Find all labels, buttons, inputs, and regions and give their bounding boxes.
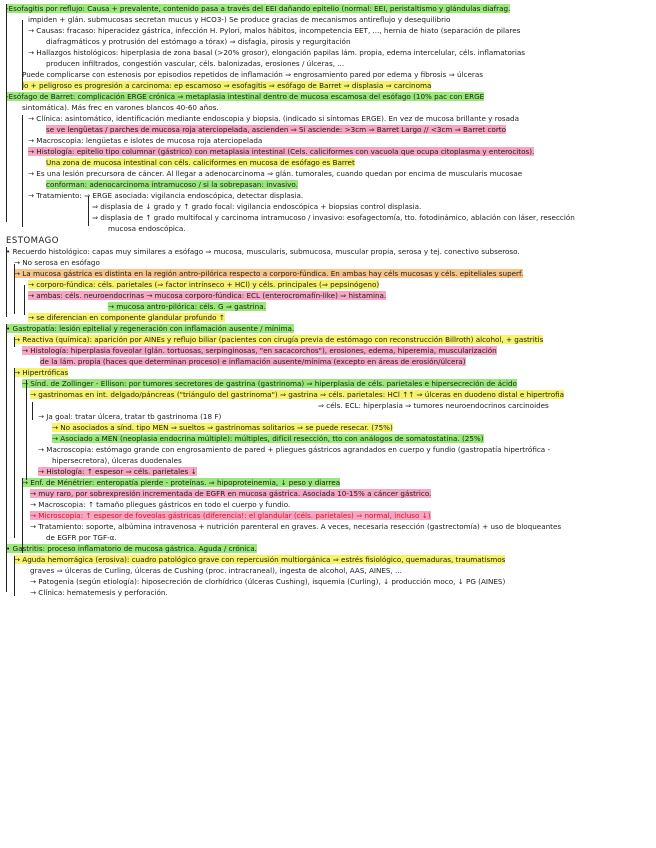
bracket-line [24, 285, 25, 315]
note-text: → Macroscopia: ↑ tamaño pliegues gástricos en todo el cuerpo y fundio. [30, 500, 291, 509]
note-text: -Esófago de Barret: complicación ERGE crónica ⇒ metaplasia intestinal dentro de mucosa escamosa del esófago (10% pac con ERGE [6, 92, 485, 101]
bracket-line [14, 368, 15, 538]
note-text: → Patogenia (según etiología): hiposecreción de clorhídrico (úlceras Cushing), isquemia (Curling), ↓ producción moco, ↓ PG (AINES) [30, 577, 506, 586]
note-text: → No asociados a sínd. tipo MEN ⇒ sueltos ⇒ gastrinomas solitarios ⇒ se puede resecar. (75%) [52, 423, 393, 432]
bracket-line [22, 478, 23, 553]
note-line [318, 401, 549, 411]
note-line [28, 147, 534, 157]
note-text: • Gastritis: proceso inflamatorio de mucosa gástrica. Aguda / crónica. [6, 544, 257, 553]
note-line [38, 467, 197, 477]
note-text: → Reactiva (química): aparición por AINEs y reflujo biliar (pacientes con cirugía previa de estómago con reconstrucción Billroth) alcohol, + gastritis [14, 335, 544, 344]
note-line [30, 500, 290, 510]
note-line [30, 577, 505, 587]
note-text: de EGFR por TGF-α. [46, 533, 117, 542]
note-text: se ve lengüetas / parches de mucosa roja aterciopelada, ascienden ⇒ Si asciende: >3cm ⇒ Barret Largo // <3cm ⇒ Barret corto [46, 125, 507, 134]
bracket-line [6, 4, 7, 92]
note-text: → Macroscopia: estómago grande con engrosamiento de pared + pliegues gástricos agrandados en cuerpo y fundio (gastropatía hipertrófica - [38, 445, 551, 454]
note-text: → Clínica: asintomático, identificación mediante endoscopia y biopsia. (indicado si síntomas ERGE). En vez de mucosa brillante y rosada [28, 114, 520, 123]
note-text: ESTÓMAGO [6, 236, 59, 246]
note-text: lo + peligroso es progresión a carcinoma: ep escamoso ⇒ esofagitis ⇒ esófago de Barret ⇒ displasia ⇒ carcinoma [22, 81, 432, 90]
note-line [6, 544, 257, 554]
section-heading [6, 236, 59, 246]
note-text: → Causas: fracaso: hiperacidez gástrica, infección H. Pylori, malos hábitos, incompetencia EET, ..., hernia de hiato (separación de pilares [28, 26, 521, 35]
note-text: → mucosa antro-pilórica: céls. G ⇒ gastrina. [108, 302, 266, 311]
note-line [22, 103, 219, 113]
note-text: → corporo-fúndica: céls. parietales (⇒ factor intrínseco + HCl) y céls. principales (⇒ pepsinógeno) [28, 280, 380, 289]
note-text: → gastrinomas en int. delgado/páncreas ("triángulo del gastrinoma") ⇒ gastrina ⇒ céls. parietales: HCl ↑↑ ⇒ úlceras en duodeno distal e hipertrofia [30, 390, 565, 399]
note-text: → muy raro, por sobrexpresión incrementada de EGFR en mucosa gástrica. Asociada 10-15% a cáncer gástrico. [30, 489, 432, 498]
note-line [30, 522, 561, 532]
note-text: → Hallazgos histológicos: hiperplasia de zona basal (>20% grosor), elongación papilas lám. propia, edema intercelular, céls. inflamatorias [28, 48, 525, 57]
note-line [22, 70, 483, 80]
note-text: → Aguda hemorrágica (erosiva): cuadro patológico grave con repercusión multiorgánica ⇒ estrés fisiológico, quemaduras, traumatismos [14, 555, 506, 564]
note-text: graves ⇒ úlceras de Curling, úlceras de Cushing (proc. intracraneal), ingesta de alcohol, AAS, AINES, ... [30, 566, 402, 575]
note-line [14, 258, 100, 268]
note-line [28, 48, 525, 58]
note-line [46, 158, 355, 168]
note-line [28, 313, 225, 323]
note-text: producen infiltrados, congestión vascular, céls. balonizadas, erosiones / úlceras, ... [46, 59, 345, 68]
bracket-line [14, 264, 15, 314]
note-line [108, 224, 186, 234]
note-line [28, 26, 520, 36]
note-text: mucosa endoscópica. [108, 224, 186, 233]
bracket-line [22, 20, 23, 90]
note-text: → Es una lesión precursora de cáncer. Al llegar a adenocarcinoma ⇒ glán. tumorales, cuando quedan por encima de muscularis mucosae [28, 169, 523, 178]
note-text: → Histología: epitelio tipo columnar (gástrico) con metaplasia intestinal (Cels. caliciformes con vacuola que ocupa citoplasma y enterocitos). [28, 147, 535, 156]
note-text: → Ja goal: tratar úlcera, tratar tb gastrinoma (18 F) [38, 412, 222, 421]
note-text: sintomática). Más frec en varones blancos 40-60 años. [22, 103, 219, 112]
note-line [30, 489, 431, 499]
note-text: → Clínica: hematemesis y perforación. [30, 588, 168, 597]
note-line [22, 346, 497, 356]
note-text: → Asociado a MEN (neoplasia endocrina múltiple): múltiples, difícil resección, tto con análogos de somatostatina. (25%) [52, 434, 484, 443]
note-line [22, 379, 517, 389]
note-line [28, 136, 262, 146]
note-line [14, 555, 505, 565]
note-text: conforman: adenocarcinoma intramucoso / si la sobrepasan: invasivo. [46, 180, 298, 189]
note-text: → Hipertróficas [14, 368, 69, 377]
note-line [22, 478, 340, 488]
note-text: → Microscopia: ↑ espesor de foveolas gástricas (diferencia!: el glandular (céls. parietales) ⇒ normal, incluso ↓) [30, 511, 431, 520]
note-line [52, 434, 484, 444]
note-line [108, 302, 266, 312]
note-line [28, 291, 386, 301]
note-line [92, 213, 575, 223]
note-line [14, 269, 523, 279]
note-text: impiden + glán. submucosas secretan mucus y HCO3-) Se produce gracias de mecanismos antireflujo y desequilibrio [28, 15, 451, 24]
note-line [40, 357, 466, 367]
bracket-line [14, 337, 15, 347]
note-text: → Histología: hiperplasia foveolar (glán. tortuosas, serpinginosas, "en sacacorchos"), erosiones, edema, hiperemia, muscularización [22, 346, 497, 355]
note-text: → se diferencian en componente glandular profundo ↑ [28, 313, 225, 322]
note-text: ⇒ displasia de ↑ grado multifocal y carcinoma intramucoso / invasivo: esofagectomía, tto. fotodinámico, ablación con láser, resección [92, 213, 575, 222]
bracket-line [6, 92, 7, 222]
note-line [28, 114, 519, 124]
note-line [52, 423, 393, 433]
note-line [46, 180, 298, 190]
note-text: → ambas: céls. neuroendocrinas → mucosa corporo-fúndica: ECL (enterocromafín-like) ⇒ histamina. [28, 291, 387, 300]
note-line [30, 566, 402, 576]
note-text: → Enf. de Ménétrier: enteropatía pierde - proteínas. ⇒ hipoproteinemia, ↓ peso y diarrea [22, 478, 341, 487]
bracket-line [26, 380, 27, 480]
note-line [28, 280, 379, 290]
note-text: → La mucosa gástrica es distinta en la región antro-pilórica respecto a corporo-fúndica. En ambas hay céls mucosas y céls. epiteliales superf. [14, 269, 524, 278]
note-text: → No serosa en esófago [14, 258, 100, 267]
note-line [92, 202, 421, 212]
bracket-line [88, 196, 89, 226]
note-line [46, 533, 117, 543]
note-text: Una zona de mucosa intestinal con céls. caliciformes en mucosa de esófago es Barret [46, 158, 355, 167]
note-text: -Esofagitis por reflujo: Causa + prevalente, contenido pasa a través del EEI dañando epitelio (normal: EEI, peristaltismo y glándulas diafrag. [6, 4, 511, 13]
bracket-line [6, 544, 7, 592]
note-text: → Sínd. de Zollinger - Ellison: por tumores secretores de gastrina (gastrinoma) ⇒ hiperplasia de céls. parietales e hipersecreción de ácido [22, 379, 517, 388]
note-line [38, 412, 221, 422]
note-text: • Recuerdo histológico: capas muy similares a esófago ⇒ mucosa, muscularis, submucosa, muscular propia, serosa y tej. conectivo subseroso. [6, 247, 520, 256]
bracket-line [22, 115, 23, 227]
note-text: • Gastropatía: lesión epitelial y regeneración con inflamación ausente / mínima. [6, 324, 295, 333]
bracket-line [6, 324, 7, 554]
note-line [22, 81, 431, 91]
note-line [6, 247, 520, 257]
note-text: → Macroscopia: lengüetas e islotes de mucosa roja aterciopelada [28, 136, 263, 145]
note-text: → Histología: ↑ espesor ⇒ céls. parietales ↓ [38, 467, 197, 476]
note-text: → Tratamiento: ⇒ ERGE asociada: vigilancia endoscópica, detectar displasia. [28, 191, 304, 200]
note-line [46, 59, 344, 69]
note-text: ⇒ céls. ECL: hiperplasia ⇒ tumores neuroendocrinos carcinoides [318, 401, 549, 410]
note-line [30, 511, 431, 521]
note-line [28, 169, 522, 179]
note-line [14, 368, 68, 378]
note-text: Puede complicarse con estenosis por episodios repetidos de inflamación ⇒ engrosamiento pared por edema y fibrosis ⇒ úlceras [22, 70, 484, 79]
note-line [14, 335, 543, 345]
note-line [28, 191, 303, 201]
note-line [46, 37, 351, 47]
note-line [6, 92, 484, 102]
note-line [6, 4, 510, 14]
note-line [52, 456, 182, 466]
note-line [30, 588, 168, 598]
note-text: de la lám. propia (haces que determinan proceso) e inflamación ausente/mínima (excepto en áreas de erosión/úlcera) [40, 357, 466, 366]
bracket-line [32, 402, 33, 420]
note-text: ⇒ displasia de ↓ grado y ↑ grado focal: vigilancia endoscópica + biopsias control displasia. [92, 202, 422, 211]
note-text: hipersecretora), úlceras duodenales [52, 456, 182, 465]
note-line [28, 15, 450, 25]
bracket-line [14, 556, 15, 596]
note-text: → Tratamiento: soporte, albúmina intravenosa + nutrición parenteral en graves. A veces, necesaria resección (gastrectomía) + uso de bloqueantes [30, 522, 562, 531]
note-line [46, 125, 506, 135]
note-text: diafragmáticos y protrusión del estómago a tórax) ⇒ disfagia, pirosis y regurgitación [46, 37, 351, 46]
note-line [30, 390, 564, 400]
bracket-line [6, 247, 7, 317]
note-line [38, 445, 550, 455]
note-line [6, 324, 294, 334]
